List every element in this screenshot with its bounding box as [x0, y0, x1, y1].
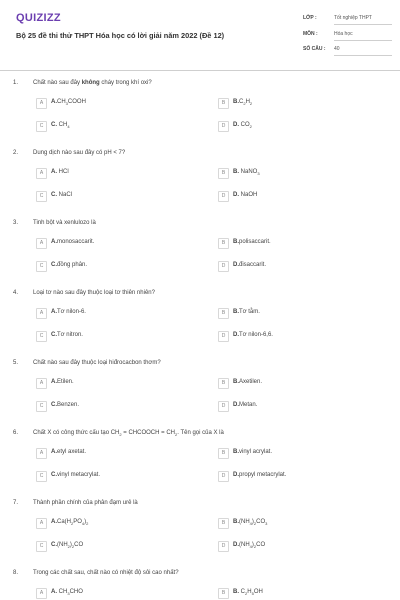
answer-option-b[interactable]: [218, 588, 368, 600]
option-text: A. $CH_3CHO$: [51, 589, 83, 597]
answer-option-a[interactable]: [36, 168, 186, 180]
answer-option-b[interactable]: [218, 238, 368, 250]
option-letter-box: D: [218, 121, 229, 132]
option-text: B.Axetilen.: [233, 379, 263, 385]
worksheet-header: [0, 0, 400, 70]
answer-option-b[interactable]: [218, 518, 368, 530]
answer-option-b[interactable]: [218, 168, 368, 180]
meta-underline: [334, 24, 392, 25]
page-title: Bộ 25 đề thi thử THPT Hóa học có lời giải năm 2022 (Đề 12): [16, 31, 225, 40]
answer-option-c[interactable]: [36, 541, 186, 553]
option-text: D. NaOH: [233, 192, 258, 198]
option-letter-box: A: [36, 98, 47, 109]
option-letter-box: A: [36, 168, 47, 179]
answer-option-d[interactable]: [218, 471, 368, 483]
option-letter-box: C: [36, 261, 47, 272]
question-number: 8.: [13, 570, 19, 576]
question-text: Chất X có công thức cấu tạo $CH_2$ = CHCOOCH = $CH_2$. Tên gọi của X là: [33, 430, 224, 438]
option-text: C. NaCl: [51, 192, 73, 198]
question-text: Thành phần chính của phân đạm urê là: [33, 500, 138, 506]
option-text: D.propyl metacrylat.: [233, 472, 287, 478]
option-letter-box: B: [218, 518, 229, 529]
option-text: C.Benzen.: [51, 402, 80, 408]
option-letter-box: B: [218, 168, 229, 179]
option-letter-box: C: [36, 331, 47, 342]
question-text: Loại tơ nào sau đây thuộc loại tơ thiên nhiên?: [33, 290, 155, 296]
question-number: 3.: [13, 220, 19, 226]
option-text: C.đồng phân.: [51, 262, 88, 268]
answer-option-c[interactable]: [36, 121, 186, 133]
answer-option-a[interactable]: [36, 588, 186, 600]
question-number: 5.: [13, 360, 19, 366]
option-letter-box: D: [218, 331, 229, 342]
question-number: 1.: [13, 80, 19, 86]
option-letter-box: D: [218, 541, 229, 552]
question-text: Chất nào sau đây thuộc loại hiđrocacbon thơm?: [33, 360, 161, 366]
meta-label: LỚP :: [303, 15, 317, 21]
option-letter-box: B: [218, 238, 229, 249]
answer-option-d[interactable]: [218, 331, 368, 343]
option-text: A.etyl axetat.: [51, 449, 87, 455]
option-letter-box: B: [218, 308, 229, 319]
option-letter-box: A: [36, 448, 47, 459]
answer-option-c[interactable]: [36, 261, 186, 273]
option-text: D.đisaccarit.: [233, 262, 267, 268]
option-text: B. $C_2H_5OH$: [233, 589, 263, 597]
answer-option-b[interactable]: [218, 378, 368, 390]
option-letter-box: C: [36, 191, 47, 202]
meta-value: Hóa học: [334, 31, 353, 37]
option-text: B.Tơ tằm.: [233, 309, 260, 315]
option-letter-box: B: [218, 448, 229, 459]
option-letter-box: C: [36, 541, 47, 552]
answer-option-c[interactable]: [36, 191, 186, 203]
option-letter-box: B: [218, 378, 229, 389]
answer-option-a[interactable]: [36, 238, 186, 250]
option-letter-box: D: [218, 471, 229, 482]
answer-option-a[interactable]: [36, 308, 186, 320]
answer-option-d[interactable]: [218, 541, 368, 553]
option-text: C.vinyl metacrylat.: [51, 472, 101, 478]
option-text: C.Tơ nitron.: [51, 332, 83, 338]
option-letter-box: D: [218, 261, 229, 272]
option-text: A.monosaccarit.: [51, 239, 95, 245]
option-text: B. NaNO$_3$: [233, 169, 260, 177]
option-letter-box: A: [36, 378, 47, 389]
question-number: 2.: [13, 150, 19, 156]
answer-option-d[interactable]: [218, 401, 368, 413]
option-letter-box: D: [218, 191, 229, 202]
answer-option-b[interactable]: [218, 98, 368, 110]
option-letter-box: A: [36, 238, 47, 249]
option-text: $C.(NH_2)_2CO$: [51, 542, 84, 550]
meta-label: MÔN :: [303, 31, 318, 37]
question-text: Trong các chất sau, chất nào có nhiệt độ sôi cao nhất?: [33, 570, 179, 576]
question-text: Dung dịch nào sau đây có pH < 7?: [33, 150, 126, 156]
option-text: $B.C_2H_2$: [233, 99, 253, 107]
answer-option-d[interactable]: [218, 261, 368, 273]
option-letter-box: C: [36, 401, 47, 412]
answer-option-a[interactable]: [36, 98, 186, 110]
answer-option-a[interactable]: [36, 378, 186, 390]
meta-subject: [303, 30, 395, 42]
option-letter-box: B: [218, 588, 229, 599]
option-letter-box: A: [36, 308, 47, 319]
option-text: D. $CO_2$: [233, 122, 252, 130]
answer-option-d[interactable]: [218, 121, 368, 133]
answer-option-d[interactable]: [218, 191, 368, 203]
option-text: $A.CH_3COOH$: [51, 99, 86, 107]
option-text: $A.Ca(H_2PO_4)_2$: [51, 519, 89, 527]
meta-class: [303, 14, 395, 26]
option-text: A.Etilen.: [51, 379, 74, 385]
header-divider: [0, 70, 400, 71]
meta-label: SỐ CÂU :: [303, 46, 326, 52]
option-text: C. $CH_4$: [51, 122, 70, 130]
option-text: D.Metan.: [233, 402, 258, 408]
option-letter-box: B: [218, 98, 229, 109]
option-letter-box: D: [218, 401, 229, 412]
meta-value: Tốt nghiệp THPT: [334, 15, 372, 21]
answer-option-c[interactable]: [36, 331, 186, 343]
meta-question-count: [303, 45, 395, 57]
option-text: $D.(NH_4)_2CO$: [233, 542, 266, 550]
question-number: 6.: [13, 430, 19, 436]
option-letter-box: C: [36, 121, 47, 132]
answer-option-a[interactable]: [36, 448, 186, 460]
option-text: D.Tơ nilon-6,6.: [233, 332, 273, 338]
option-text: B.polisaccarit.: [233, 239, 271, 245]
quizizz-logo: QUIZIZZ: [16, 12, 61, 24]
answer-option-c[interactable]: [36, 471, 186, 483]
question-number: 7.: [13, 500, 19, 506]
meta-underline: [334, 40, 392, 41]
answer-option-b[interactable]: [218, 448, 368, 460]
meta-underline: [334, 55, 392, 56]
option-text: $B.(NH_4)_2CO_3$: [233, 519, 268, 527]
option-text: B.vinyl acrylat.: [233, 449, 273, 455]
option-letter-box: A: [36, 518, 47, 529]
answer-option-a[interactable]: [36, 518, 186, 530]
meta-value: 40: [334, 46, 340, 52]
question-text: Chất nào sau đây không cháy trong khí oxi?: [33, 80, 152, 86]
option-letter-box: C: [36, 471, 47, 482]
option-text: A.Tơ nilon-6.: [51, 309, 86, 315]
option-letter-box: A: [36, 588, 47, 599]
answer-option-b[interactable]: [218, 308, 368, 320]
answer-option-c[interactable]: [36, 401, 186, 413]
question-number: 4.: [13, 290, 19, 296]
option-text: A. HCl: [51, 169, 69, 175]
question-text: Tinh bột và xenlulozo là: [33, 220, 96, 226]
